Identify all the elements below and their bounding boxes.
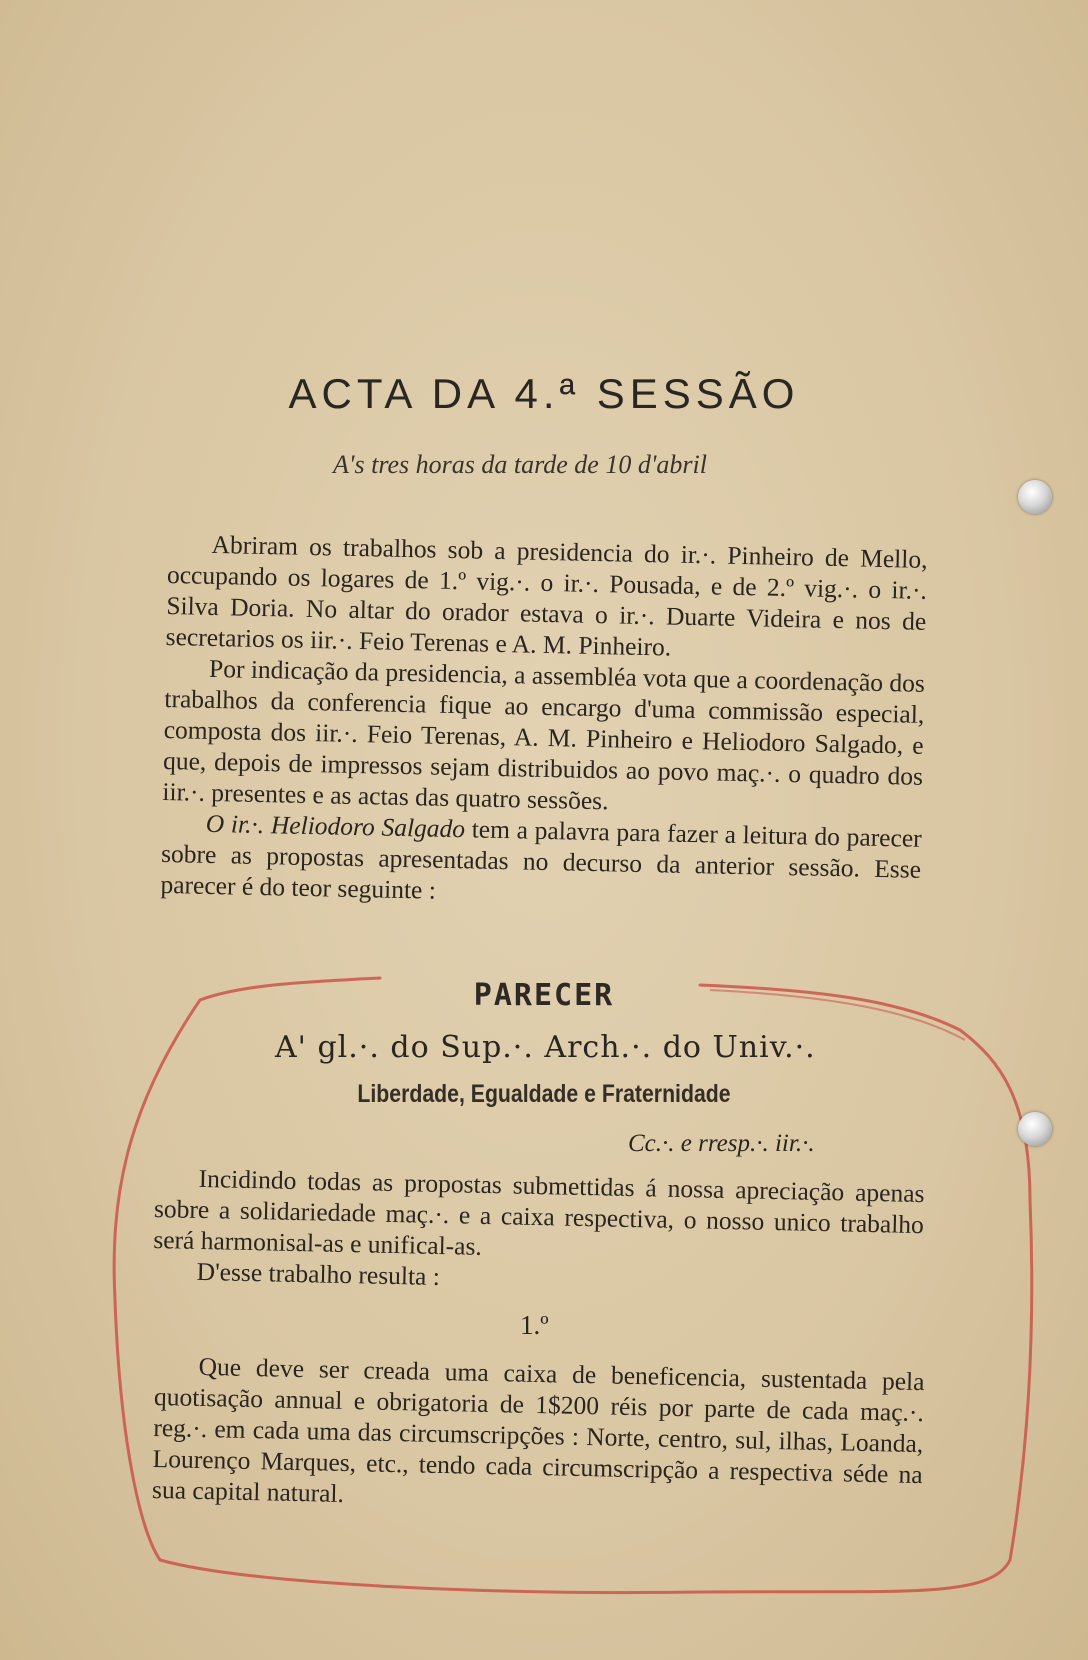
- paragraph-2: Por indicação da presidencia, a assembléa vota que a coordenação dos trabalhos da conferencia fique ao encargo d'uma commissão especial, composta dos iir.·. Feio Terenas, A. M. Pinheiro e Heliodoro Salgado, e que, depois de impressos sejam distribuidos ao povo maç.·. o quadro dos iir.·. presentes e as actas das quatro sessões.: [162, 653, 926, 816]
- final-text: [152, 1350, 925, 1521]
- salutation: A' gl.·. do Sup.·. Arch.·. do Univ.·.: [275, 1030, 816, 1065]
- binding-hole-bottom: [1018, 1112, 1052, 1146]
- parecer-text: [152, 1162, 924, 1302]
- page-subheading: A's tres horas da tarde de 10 d'abril: [333, 450, 707, 479]
- page-heading: ACTA DA 4.ª SESSÃO: [288, 370, 800, 417]
- greeting: Cc.·. e rresp.·. iir.·.: [628, 1130, 815, 1157]
- binding-hole-top: [1018, 480, 1052, 514]
- parecer-paragraph-1: Incidindo todas as propostas submettidas á nossa apreciação apenas sobre a solidariedade maç.·. e a caixa respectiva, o nosso unico trabalho será harmonisal-as e unifical-as.: [153, 1163, 925, 1261]
- motto: Liberdade, Egualdade e Fraternidade: [357, 1080, 731, 1108]
- parecer-paragraph-2: D'esse trabalho resulta :: [196, 1256, 441, 1291]
- intro-text: [160, 528, 928, 916]
- paragraph-3-rest: tem a palavra para fazer a leitura do parecer sobre as propostas apresentadas no decurso da anterior sessão. Esse parecer é do teor seguinte :: [160, 814, 922, 905]
- paragraph-1: Abriram os trabalhos sob a presidencia do ir.·. Pinheiro de Mello, occupando os logares de 1.º vig.·. o ir.·. Pousada, e de 2.º vig.·. o ir.·. Silva Doria. No altar do orador estava o ir.·. Duarte Videira e nos de secretarios os iir.·. Feio Terenas e A. M. Pinheiro.: [165, 529, 928, 662]
- paragraph-3: [160, 807, 922, 916]
- parecer-title: PARECER: [473, 978, 615, 1013]
- section-numeral: 1.º: [520, 1310, 549, 1340]
- final-paragraph: Que deve ser creada uma caixa de beneficencia, sustentada pela quotisação annual e obrigatoria de 1$200 réis por parte de cada maç.·. reg.·. em cada uma das circumscripções : Norte, centro, sul, ilhas, Loanda, Lourenço Marques, etc., tendo cada circumscripção a respectiva séde na sua capital natural.: [151, 1351, 925, 1508]
- paragraph-3-speaker: O ir.·. Heliodoro Salgado: [205, 808, 466, 844]
